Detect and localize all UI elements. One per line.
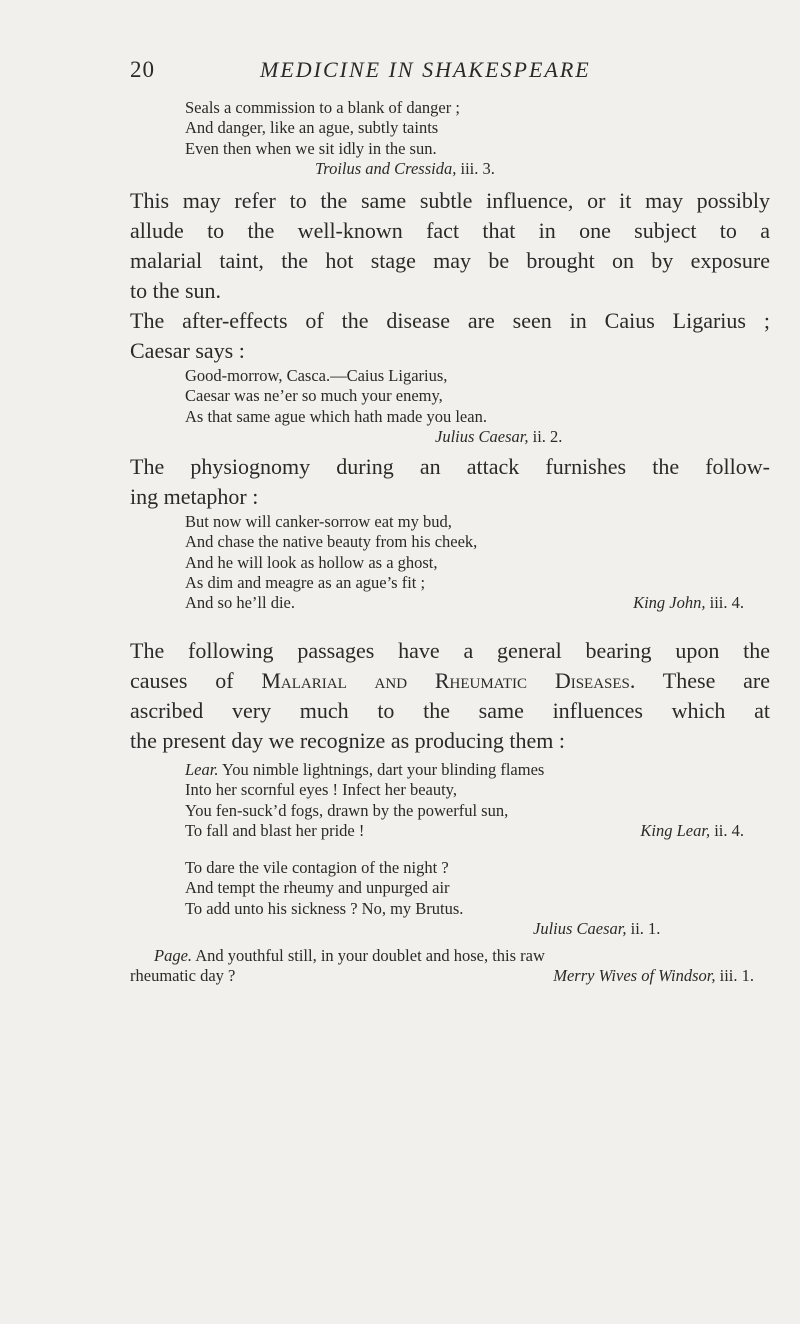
running-title: MEDICINE IN SHAKESPEARE (260, 57, 591, 82)
citation-work: King Lear, (640, 820, 711, 840)
verse-line: Caesar was ne’er so much your enemy, (185, 386, 443, 406)
citation-ref: iii. 1. (719, 966, 754, 986)
quote-king-john (185, 512, 760, 613)
verse-line: You fen-suck’d fogs, drawn by the powerful sun, (185, 800, 509, 820)
verse-line: And danger, like an ague, subtly taints (185, 118, 439, 138)
verse-line: And chase the native beauty from his cheek, (185, 532, 478, 552)
citation-ref: ii. 2. (532, 426, 563, 446)
verse-line-with-citation (185, 821, 760, 841)
verse-line: As that same ague which hath made you lean. (185, 406, 487, 426)
verse-text: You nimble lightnings, dart your blinding flames (218, 760, 545, 779)
citation-work: King John, (633, 593, 706, 613)
paragraph-general-bearing (130, 636, 770, 756)
text-fragment: These are (635, 668, 771, 693)
verse-line: But now will canker-sorrow eat my bud, (185, 512, 452, 531)
verse-line: And he will look as hollow as a ghost, (185, 552, 438, 572)
verse-line: Good-morrow, Casca.—Caius Ligarius, (185, 366, 448, 385)
citation-ref: ii. 1. (630, 918, 661, 938)
verse-line (130, 946, 762, 966)
citation (640, 821, 744, 841)
text-line: The following passages have a general bearing upon the (130, 638, 770, 663)
verse-line: To add unto his sickness ? No, my Brutus. (185, 898, 464, 918)
verse-line: Into her scornful eyes ! Infect her beauty, (185, 780, 457, 800)
quote-julius-caesar-1 (185, 366, 760, 447)
citation-work: Troilus and Cressida, (315, 158, 457, 178)
speaker-name: Lear. (185, 760, 219, 779)
citation-ref: iii. 3. (460, 158, 495, 178)
smallcaps-heading: Malarial and Rheumatic Diseases. (261, 668, 636, 693)
citation-ref: iii. 4. (709, 593, 744, 613)
text-line: the present day we recognize as producing them : (130, 728, 565, 753)
text-line: to the sun. (130, 278, 222, 303)
text-line: The after-effects of the disease are seen in Caius Ligarius ; (130, 308, 770, 333)
verse-line-with-citation (130, 966, 762, 986)
citation (633, 593, 744, 613)
verse-text: To fall and blast her pride ! (185, 820, 365, 840)
page-number: 20 (130, 57, 155, 82)
verse-text: And so he’ll die. (185, 593, 295, 613)
paragraph-malarial-influence (130, 186, 770, 306)
citation-work: Julius Caesar, (435, 426, 529, 446)
verse-line: Even then when we sit idly in the sun. (185, 138, 437, 158)
verse-line: Seals a commission to a blank of danger ; (185, 98, 460, 117)
verse-line: To dare the vile contagion of the night ? (185, 858, 449, 877)
citation (185, 427, 760, 447)
verse-line: As dim and meagre as an ague’s fit ; (185, 572, 426, 592)
citation (553, 966, 754, 986)
quote-king-lear (185, 760, 760, 841)
speaker-name: Page. (154, 946, 193, 965)
quote-merry-wives (130, 946, 762, 987)
citation-ref: ii. 4. (714, 820, 744, 840)
verse-line-with-citation (185, 593, 760, 613)
text-line: malarial taint, the hot stage may be brought on by exposure (130, 248, 770, 273)
verse-line (185, 760, 760, 780)
citation-work: Merry Wives of Windsor, (553, 966, 716, 986)
citation (185, 919, 760, 939)
citation (185, 159, 760, 179)
paragraph-after-effects (130, 306, 770, 366)
text-line: ascribed very much to the same influences which at (130, 698, 770, 723)
text-line: This may refer to the same subtle influence, or it may possibly (130, 188, 770, 213)
verse-text: And youthful still, in your doublet and hose, this raw (192, 946, 545, 965)
text-line: ing metaphor : (130, 484, 259, 509)
text-line: allude to the well-known fact that in one subject to a (130, 218, 770, 243)
text-line: The physiognomy during an attack furnishes the follow- (130, 454, 770, 479)
paragraph-physiognomy (130, 452, 770, 512)
text-line: Caesar says : (130, 338, 245, 363)
quote-troilus (185, 98, 760, 179)
text-line (130, 666, 770, 696)
text-fragment: causes of (130, 668, 262, 693)
verse-line: And tempt the rheumy and unpurged air (185, 878, 450, 898)
citation-work: Julius Caesar, (533, 918, 627, 938)
verse-text: rheumatic day ? (130, 966, 236, 986)
quote-julius-caesar-2 (185, 858, 760, 939)
page-header (130, 57, 770, 87)
